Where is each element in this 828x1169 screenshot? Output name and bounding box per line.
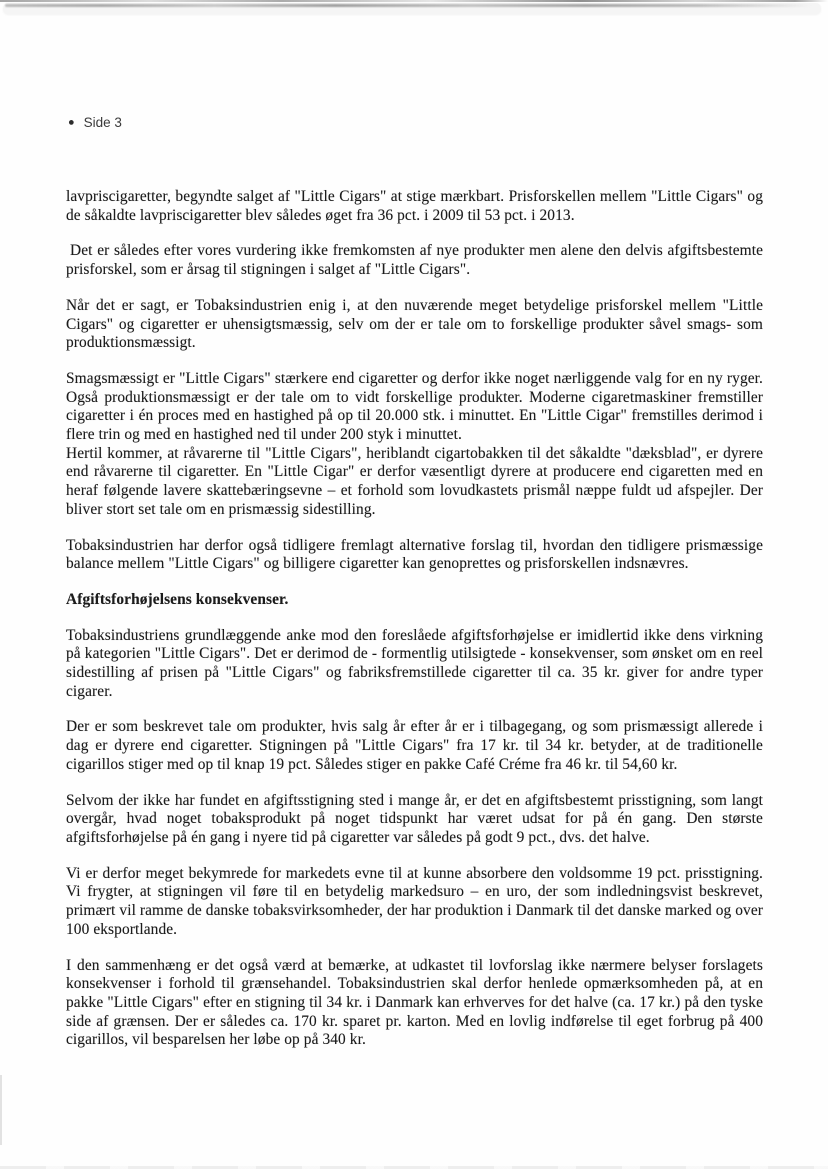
- page-number-label: Side 3: [83, 115, 122, 130]
- scan-artifact-top-edge: [0, 0, 828, 2]
- paragraph: Smagsmæssigt er "Little Cigars" stærkere end cigaretter og derfor ikke noget nærliggende valg for en ny ryger. Også produktionsmæssigt er der tale om to vidt forskellige produkter. Moderne cigaretmaskiner fremstiller cigaretter i én proces med en hastighed på op til 20.000 stk. i minuttet. En "Little Cigar" fremstilles derimod i flere trin og med en hastighed ned til under 200 styk i minuttet.: [66, 369, 763, 444]
- paragraph: Når det er sagt, er Tobaksindustrien enig i, at den nuværende meget betydelige prisforskel mellem "Little Cigars" og cigaretter er uhensigtsmæssig, selv om der er tale om to forskellige produkter såvel smags- som produktionsmæssigt.: [66, 296, 763, 352]
- paragraph: Tobaksindustrien har derfor også tidligere fremlagt alternative forslag til, hvordan den tidligere prismæssige balance mellem "Little Cigars" og billigere cigaretter kan genoprettes og prisforskellen indsnævres.: [66, 536, 763, 573]
- scan-artifact-left-edge: [0, 1075, 2, 1145]
- paragraph: Vi er derfor meget bekymrede for markedets evne til at kunne absorbere den voldsomme 19 pct. prisstigning. Vi frygter, at stigningen vil føre til en betydelig markedsuro – en uro, der som indledningsvist beskrevet, primært vil ramme de danske tobaksvirksomheder, der har produktion i Danmark til det danske marked og over 100 eksportlande.: [66, 864, 763, 938]
- scan-artifact-smudge-line: [5, 4, 811, 7]
- paragraph: Der er som beskrevet tale om produkter, hvis salg år efter år er i tilbagegang, og som prismæssigt allerede i dag er dyrere end cigaretter. Stigningen på "Little Cigars" fra 17 kr. til 34 kr. betyder, at de traditionelle cigarillos stiger med op til knap 19 pct. Således stiger en pakke Café Créme fra 46 kr. til 54,60 kr.: [66, 718, 763, 773]
- paragraph: Det er således efter vores vurdering ikke fremkomsten af nye produkter men alene den delvis afgiftsbestemte prisforskel, som er årsag til stigningen i salget af "Little Cigars".: [66, 242, 763, 279]
- section-heading: Afgiftsforhøjelsens konsekvenser.: [66, 590, 289, 608]
- paragraph: Tobaksindustriens grundlæggende anke mod den foreslåede afgiftsforhøjelse er imidlertid ikke dens virkning på kategorien "Little Cigars". Det er derimod de - formentlig utilsigtede - konsekvenser, som ønsket om en reel sidestilling af prisen på "Little Cigars" og fabriksfremstillede cigaretter til ca. 35 kr. giver for andre typer cigarer.: [66, 626, 763, 700]
- page-number-marker: [68, 115, 122, 130]
- paragraph: lavpriscigaretter, begyndte salget af "Little Cigars" at stige mærkbart. Prisforskellen mellem "Little Cigars" og de såkaldte lavpriscigaretter blev således øget fra 36 pct. i 2009 til 53 pct. i 2013.: [66, 188, 763, 224]
- document-body: [66, 188, 763, 1050]
- scan-artifact-top-band: [3, 3, 821, 14]
- paragraph: Selvom der ikke har fundet en afgiftsstigning sted i mange år, er det en afgiftsbestemt prisstigning, som langt overgår, hvad noget tobaksprodukt på noget tidspunkt har været udsat for på én gang. Den største afgiftsforhøjelse på én gang i nyere tid på cigaretter var således på godt 9 pct., dvs. det halve.: [66, 791, 763, 846]
- paragraph: Hertil kommer, at råvarerne til "Little Cigars", heriblandt cigartobakken til det såkaldte "dæksblad", er dyrere end råvarerne til cigaretter. En "Little Cigar" er derfor væsentligt dyrere at producere end cigaretten med en heraf følgende lavere skattebæringsevne – et forhold som lovudkastets prismål næppe fuldt ud afspejler. Der bliver stort set tale om en prismæssig sidestilling.: [66, 444, 763, 518]
- paragraph: I den sammenhæng er det også værd at bemærke, at udkastet til lovforslag ikke nærmere belyser forslagets konsekvenser i forhold til grænsehandel. Tobaksindustrien skal derfor henlede opmærksomheden på, at en pakke "Little Cigars" efter en stigning til 34 kr. i Danmark kan erhverves for det halve (ca. 17 kr.) på den tyske side af grænsen. Der er således ca. 170 kr. sparet pr. karton. Med en lovlig indførelse til eget forbrug på 400 cigarillos, vil besparelsen her løbe op på 340 kr.: [66, 956, 763, 1049]
- bullet-icon: ●: [68, 116, 75, 129]
